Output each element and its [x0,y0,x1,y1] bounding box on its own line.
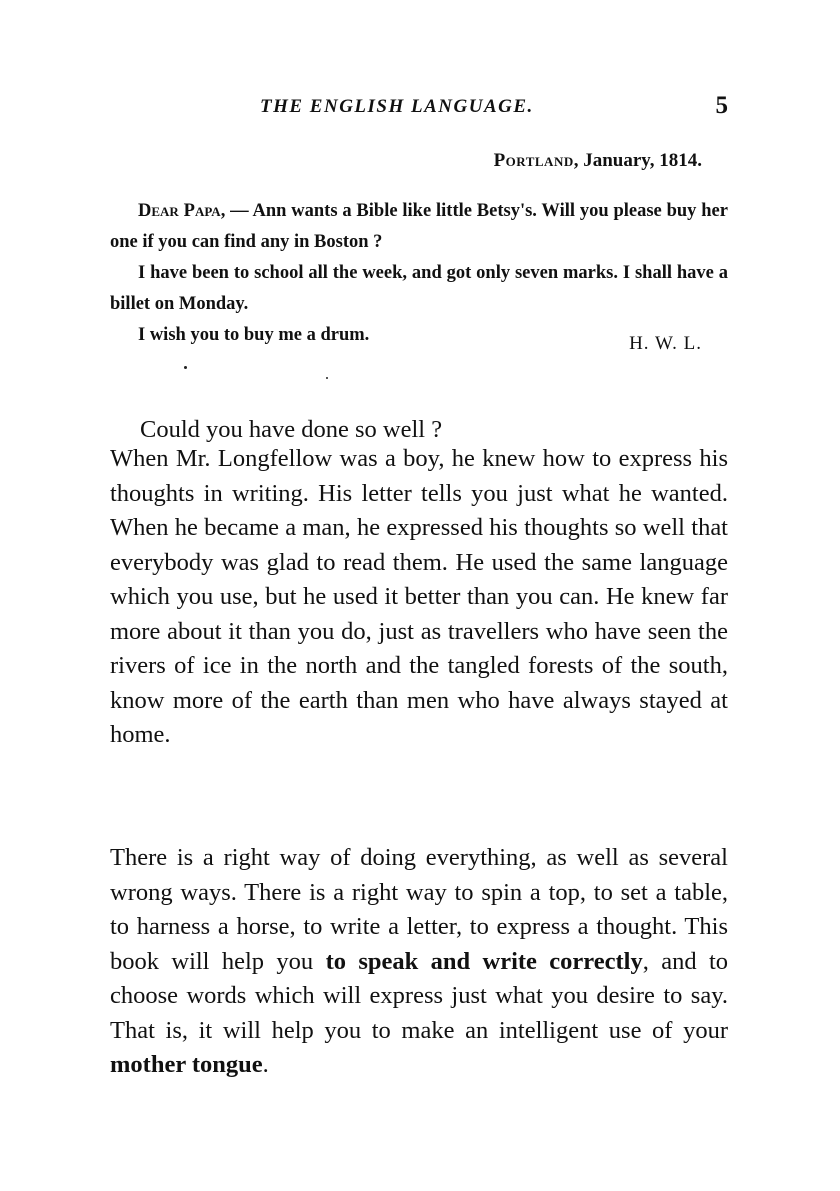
letter-text: I wish you to buy me a drum. [138,325,370,345]
page-number: 5 [715,92,728,119]
emphasis-text: to speak and write correctly [325,947,643,975]
dateline-date: , January, 1814. [573,150,702,171]
letter-paragraph: I have been to school all the week, and got only seven marks. I shall have a billet on Monday. [110,263,728,314]
print-speck [326,377,328,379]
letter-body [110,196,728,354]
running-title: THE ENGLISH LANGUAGE. [260,96,534,117]
emphasis-text: mother tongue [110,1051,263,1078]
paragraph-text: . [262,1051,269,1078]
paragraph-right-way [110,841,728,1083]
paragraph-text: , and to choose words which will express just what you desire to say. That is, it will help you to make an intelligent use of your [110,947,729,1044]
letter-text: — Ann wants a Bible like little Betsy's. Will you please buy her one if you can find any in Boston ? [110,201,728,252]
dateline-place: Portland [493,150,574,171]
letter-signature: H. W. L. [629,333,702,354]
question-sentence: Could you have done so well ? [140,415,443,443]
paragraph-text: There is a right way of doing everything, as well as several wrong ways. There is a right way to spin a top, to set a table, to harness a horse, to write a letter, to express a thought. This book will help you [110,844,728,975]
letter-paragraph [110,196,728,258]
print-speck [184,366,187,369]
letter-paragraph [110,320,728,354]
letter-salutation: Dear Papa, [138,201,226,221]
letter-dateline [494,150,702,172]
paragraph-longfellow: When Mr. Longfellow was a boy, he knew how to express his thoughts in writing. His letter tells you just what he wanted. When he became a man, he expressed his thoughts so well that everybody was glad to read them. He used the same language which you use, but he used it better than you can. He knew far more about it than you do, just as travellers who have seen the rivers of ice in the north and the tangled forests of the south, know more of the earth than men who have always stayed at home. [110,445,728,748]
page-header [110,94,728,124]
